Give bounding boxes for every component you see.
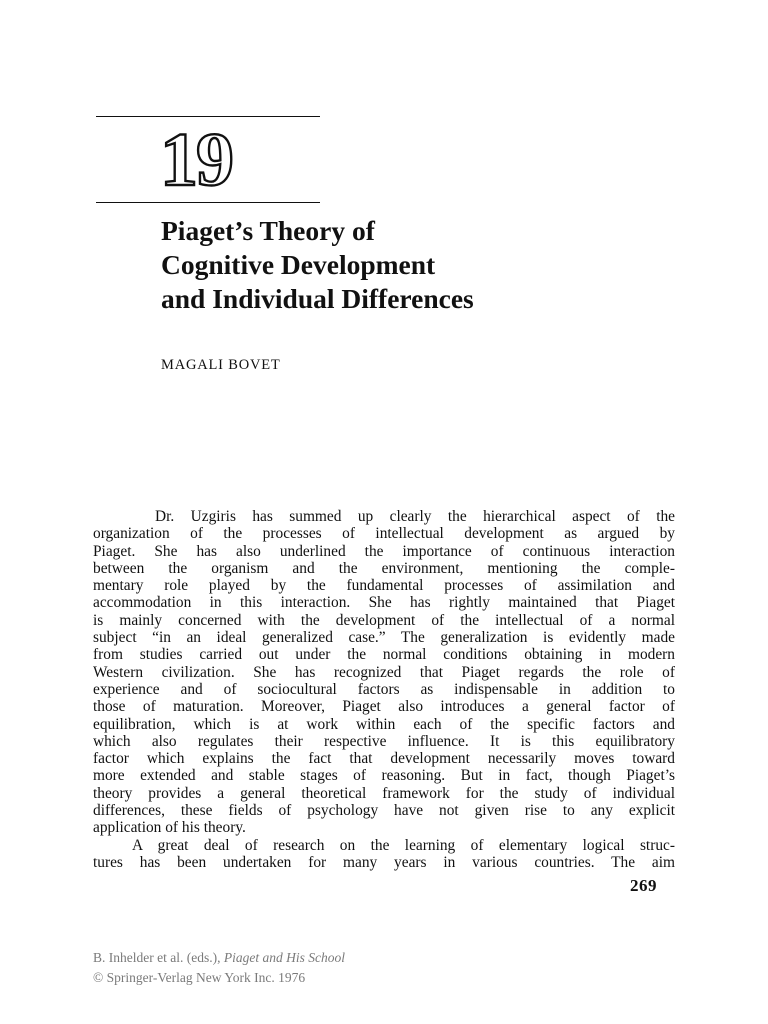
- top-rule: [96, 116, 320, 117]
- body-line: differences, these fields of psychology have not given rise to any explicit: [93, 802, 675, 820]
- body-line: organization of the processes of intellectual development as argued by: [93, 525, 675, 543]
- footer-citation: [93, 948, 345, 988]
- body-line: which also regulates their respective influence. It is this equilibratory: [93, 732, 675, 750]
- title-line: and Individual Differences: [161, 283, 474, 314]
- body-line: application of his theory.: [93, 819, 246, 837]
- body-line: mentary role played by the fundamental processes of assimilation and: [93, 577, 675, 595]
- footer-book-title: Piaget and His School: [223, 950, 345, 965]
- body-line: is mainly concerned with the development of the intellectual of a normal: [93, 611, 675, 629]
- body-line: equilibration, which is at work within each of the specific factors and: [93, 715, 675, 733]
- body-line: theory provides a general theoretical framework for the study of individual: [93, 784, 675, 802]
- footer-source-line: [93, 948, 345, 968]
- chapter-number: 19: [160, 118, 232, 202]
- body-line: accommodation in this interaction. She has rightly maintained that Piaget: [93, 594, 675, 612]
- body-line: those of maturation. Moreover, Piaget also introduces a general factor of: [93, 698, 675, 716]
- body-line: Piaget. She has also underlined the importance of continuous interaction: [93, 542, 675, 560]
- page-number: 269: [630, 876, 657, 895]
- footer-copyright: © Springer-Verlag New York Inc. 1976: [93, 970, 306, 985]
- body-line: tures has been undertaken for many years in various countries. The aim: [93, 853, 675, 871]
- body-text: [93, 508, 675, 871]
- footer-editors: B. Inhelder et al. (eds.),: [93, 950, 221, 965]
- body-line: from studies carried out under the normal conditions obtaining in modern: [93, 646, 675, 664]
- title-line: Piaget’s Theory of: [161, 215, 375, 246]
- chapter-title: [161, 214, 721, 316]
- body-line: between the organism and the environment, mentioning the comple-: [93, 559, 675, 577]
- body-line: factor which explains the fact that development necessarily moves toward: [93, 750, 675, 768]
- bottom-rule: [96, 202, 320, 203]
- body-line: Western civilization. She has recognized that Piaget regards the role of: [93, 663, 675, 681]
- body-line: subject “in an ideal generalized case.” The generalization is evidently made: [93, 629, 675, 647]
- body-line: A great deal of research on the learning of elementary logical struc-: [132, 836, 675, 854]
- title-line: Cognitive Development: [161, 249, 436, 280]
- body-line: experience and of sociocultural factors as indispensable in addition to: [93, 680, 675, 698]
- body-line: more extended and stable stages of reasoning. But in fact, though Piaget’s: [93, 767, 675, 785]
- body-line: Dr. Uzgiris has summed up clearly the hierarchical aspect of the: [155, 508, 675, 525]
- author-name: MAGALI BOVET: [161, 357, 281, 373]
